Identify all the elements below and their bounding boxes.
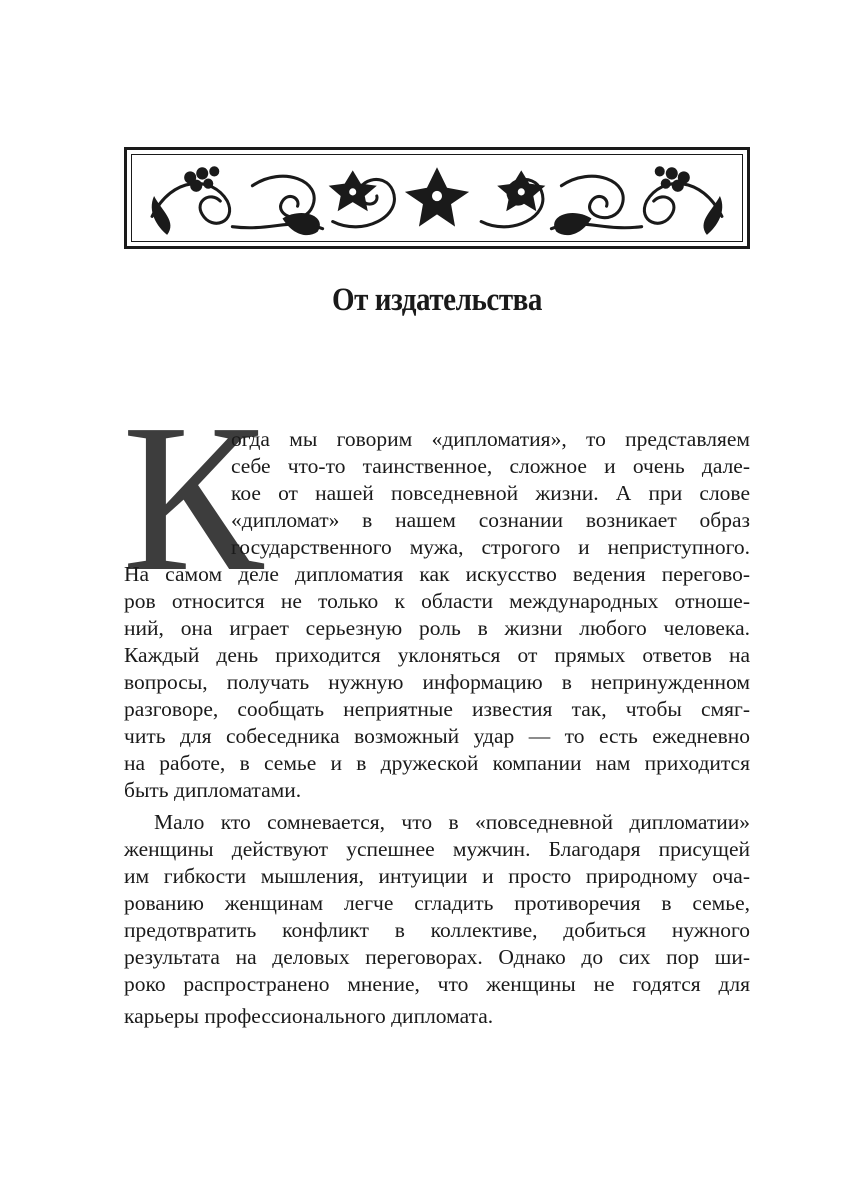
text-line: результата на деловых переговорах. Однако до сих пор ши-: [124, 945, 750, 969]
text-line: роко распространено мнение, что женщины не годятся для: [124, 972, 750, 996]
text-line: разговоре, сообщать неприятные известия так, чтобы смяг-: [124, 697, 750, 721]
page-title: От издательства: [331, 282, 543, 318]
text-line: Мало кто сомневается, что в «повседневной дипломатии»: [154, 810, 750, 834]
floral-ornament-icon: [132, 155, 742, 241]
text-line: «дипломат» в нашем сознании возникает образ: [231, 508, 750, 532]
text-line: государственного мужа, строгого и неприступного.: [231, 535, 750, 559]
text-line: предотвратить конфликт в коллективе, добиться нужного: [124, 918, 750, 942]
text-line: Каждый день приходится уклоняться от прямых ответов на: [124, 643, 750, 667]
text-line: ний, она играет серьезную роль в жизни любого человека.: [124, 616, 750, 640]
text-line: на работе, в семье и в дружеской компании нам приходится: [124, 751, 750, 775]
ornamental-header-border: [124, 147, 750, 249]
text-line: ров относится не только к области международных отноше-: [124, 589, 750, 613]
text-line: чить для собеседника возможный удар — то есть ежедневно: [124, 724, 750, 748]
drop-cap-letter: К: [122, 380, 264, 615]
text-line: кое от нашей повседневной жизни. А при слове: [231, 481, 750, 505]
text-line: быть дипломатами.: [124, 778, 302, 802]
text-line: огда мы говорим «дипломатия», то представляем: [231, 427, 750, 451]
ornament-panel: [131, 154, 743, 242]
text-line: рованию женщинам легче сгладить противоречия в семье,: [124, 891, 750, 915]
text-line: им гибкости мышления, интуиции и просто природному оча-: [124, 864, 750, 888]
text-line: карьеры профессионального дипломата.: [124, 1004, 494, 1028]
text-line: женщины действуют успешнее мужчин. Благодаря присущей: [124, 837, 750, 861]
text-line: На самом деле дипломатия как искусство ведения перегово-: [124, 562, 750, 586]
text-line: себе что-то таинственное, сложное и очень дале-: [231, 454, 750, 478]
text-line: вопросы, получать нужную информацию в непринужденном: [124, 670, 750, 694]
